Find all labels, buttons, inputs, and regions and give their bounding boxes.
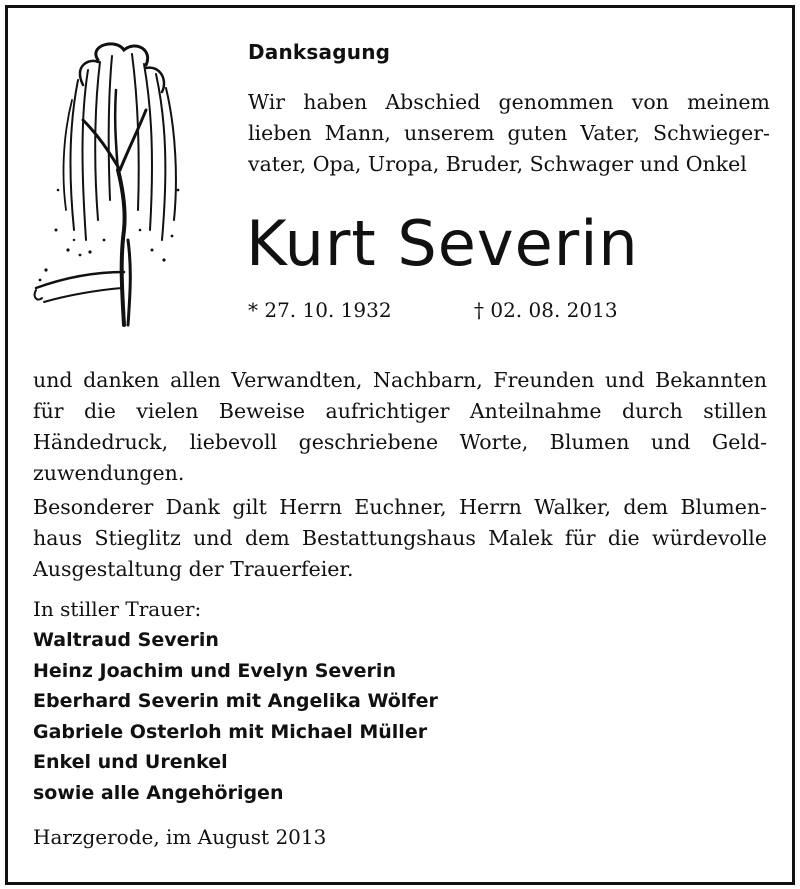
paragraph-line: Besonderer Dank gilt Herrn Euchner, Herrn Walker, dem Blumen- bbox=[33, 495, 767, 519]
place-and-date: Harzgerode, im August 2013 bbox=[33, 825, 327, 849]
special-thanks-paragraph bbox=[33, 492, 767, 585]
paragraph-line: Händedruck, liebevoll geschriebene Worte, Blumen und Geld- bbox=[33, 430, 767, 454]
paragraph-line: haus Stieglitz und dem Bestattungshaus Malek für die würdevolle bbox=[33, 526, 767, 550]
thanks-paragraph bbox=[33, 365, 767, 489]
intro-text bbox=[248, 87, 770, 180]
mourner-name: sowie alle Angehörigen bbox=[33, 781, 284, 804]
mourner-name: Eberhard Severin mit Angelika Wölfer bbox=[33, 690, 438, 712]
mourner-name: Enkel und Urenkel bbox=[33, 751, 228, 773]
mourner-name: Gabriele Osterloh mit Michael Müller bbox=[33, 720, 428, 743]
paragraph-line: für die vielen Beweise aufrichtiger Anteilnahme durch stillen bbox=[33, 399, 767, 423]
mourning-label: In stiller Trauer: bbox=[33, 597, 202, 621]
mourners-list bbox=[33, 625, 438, 808]
deceased-name: Kurt Severin bbox=[246, 207, 639, 280]
mourner-name: Waltraud Severin bbox=[33, 629, 219, 651]
intro-line: lieben Mann, unserem guten Vater, Schwieger- bbox=[248, 121, 770, 145]
intro-line: Wir haben Abschied genommen von meinem bbox=[248, 90, 770, 114]
paragraph-line: und danken allen Verwandten, Nachbarn, Freunden und Bekannten bbox=[33, 368, 767, 392]
paragraph-line: zuwendungen. bbox=[33, 461, 185, 485]
intro-line: vater, Opa, Uropa, Bruder, Schwager und Onkel bbox=[248, 152, 747, 176]
heading-danksagung: Danksagung bbox=[248, 40, 391, 64]
weeping-willow-icon bbox=[28, 40, 198, 330]
mourner-name: Heinz Joachim und Evelyn Severin bbox=[33, 659, 396, 682]
birth-date: * 27. 10. 1932 bbox=[248, 298, 392, 322]
death-date: † 02. 08. 2013 bbox=[474, 298, 618, 322]
paragraph-line: Ausgestaltung der Trauerfeier. bbox=[33, 557, 354, 581]
